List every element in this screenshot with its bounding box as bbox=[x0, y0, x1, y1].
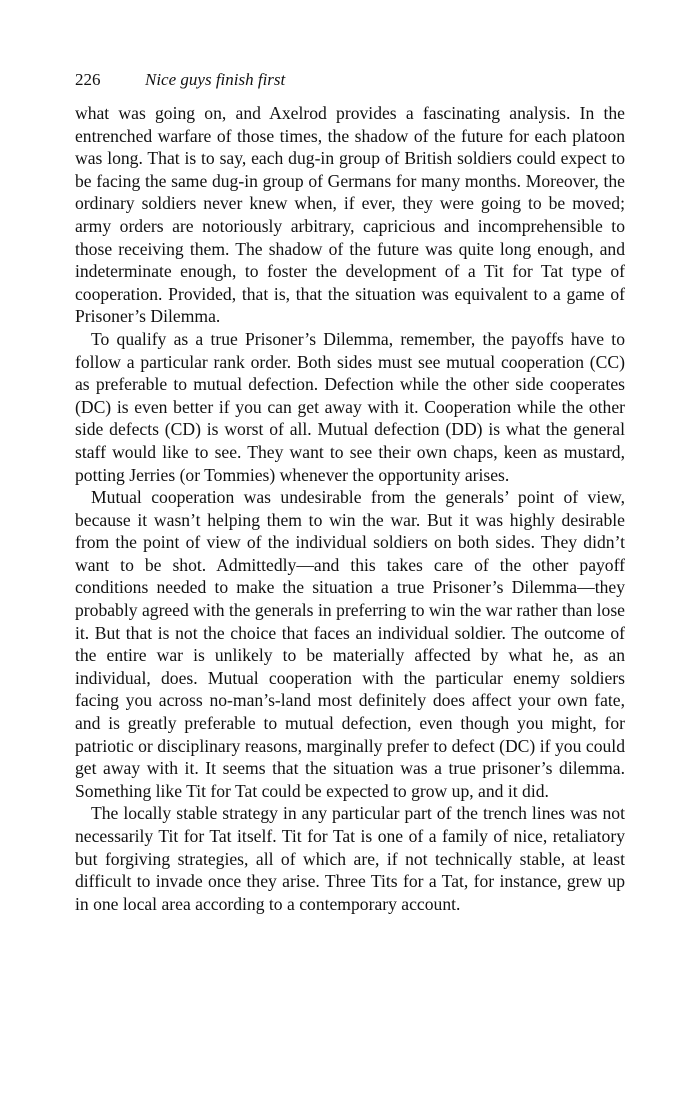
paragraph: To qualify as a true Prisoner’s Dilemma, remember, the payoffs have to follow a particular rank order. Both sides must see mutual cooperation (CC) as preferable to mutual defection. Defection while the other side cooperates (DC) is even better if you can get away with it. Cooperation while the other side defects (CD) is worst of all. Mutual defection (DD) is what the general staff would like to see. They want to see their own chaps, keen as mustard, potting Jerries (or Tommies) whenever the opportunity arises. bbox=[75, 328, 625, 485]
paragraph: Mutual cooperation was undesirable from the generals’ point of view, because it wasn’t helping them to win the war. But it was highly desirable from the point of view of the individual soldiers on both sides. They didn’t want to be shot. Admittedly—and this takes care of the other payoff conditions needed to make the situation a true Prisoner’s Dilemma—they probably agreed with the generals in preferring to win the war rather than lose it. But that is not the choice that faces an individual soldier. The outcome of the entire war is unlikely to be materially affected by what he, as an individual, does. Mutual cooperation with the particular enemy soldiers facing you across no-man’s-land most definitely does affect your own fate, and is greatly preferable to mutual defection, even though you might, for patriotic or disciplinary reasons, marginally prefer to defect (DC) if you could get away with it. It seems that the situation was a true prisoner’s dilemma. Something like Tit for Tat could be expected to grow up, and it did. bbox=[75, 487, 625, 801]
running-title: Nice guys finish first bbox=[145, 70, 286, 89]
running-header bbox=[75, 70, 625, 90]
book-page bbox=[75, 70, 625, 915]
body-text bbox=[75, 102, 625, 915]
paragraph-continued: what was going on, and Axelrod provides a fascinating analysis. In the entrenched warfare of those times, the shadow of the future for each platoon was long. That is to say, each dug-in group of British soldiers could expect to be facing the same dug-in group of Germans for many months. Moreover, the ordinary soldiers never knew when, if ever, they were going to be moved; army orders are notoriously arbitrary, capricious and incomprehensible to those receiving them. The shadow of the future was quite long enough, and indeterminate enough, to foster the development of a Tit for Tat type of cooperation. Provided, that is, that the situation was equivalent to a game of Prisoner’s Dilemma. bbox=[75, 103, 625, 327]
page-number: 226 bbox=[75, 70, 101, 89]
paragraph: The locally stable strategy in any particular part of the trench lines was not necessarily Tit for Tat itself. Tit for Tat is one of a family of nice, retaliatory but forgiving strategies, all of which are, if not technically stable, at least difficult to invade once they arise. Three Tits for a Tat, for instance, grew up in one local area according to a contemporary account. bbox=[75, 803, 625, 914]
